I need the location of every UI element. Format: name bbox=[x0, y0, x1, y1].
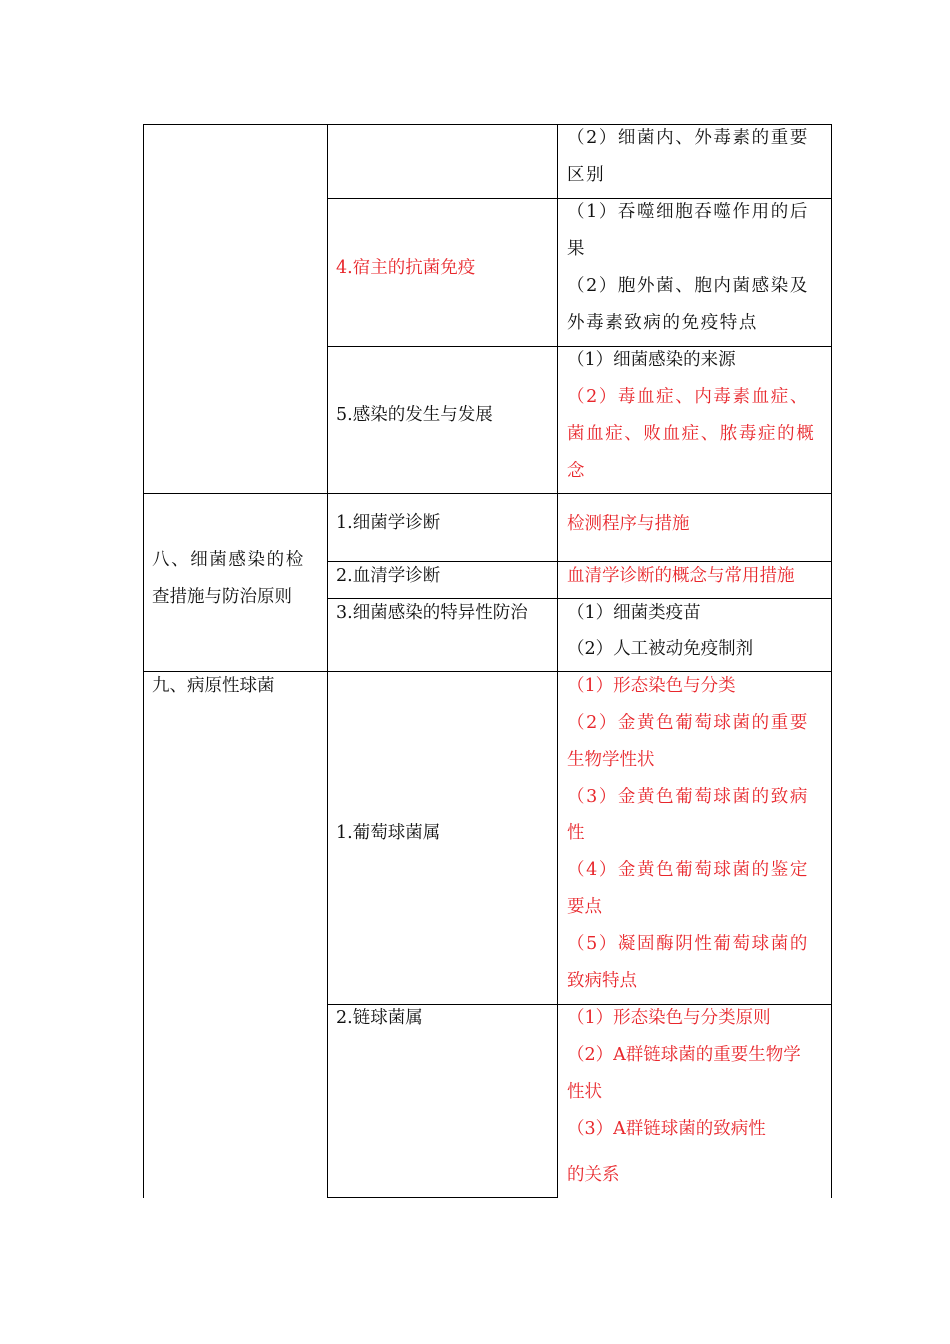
rule-sec8-1 bbox=[327, 561, 832, 562]
sec9-i1-c3-line8: （5）凝固酶阴性葡萄球菌的 bbox=[567, 934, 809, 954]
r1-c3-line2: 区别 bbox=[567, 165, 606, 185]
sec9-i2-c3-line3: 性状 bbox=[567, 1082, 602, 1102]
r3-c3-line4: 念 bbox=[567, 461, 585, 481]
rule-row-2 bbox=[327, 346, 832, 347]
r1-c3-line1: （2）细菌内、外毒素的重要 bbox=[567, 128, 809, 148]
sec9-i2-c3-line2: （2）A群链球菌的重要生物学 bbox=[567, 1045, 801, 1065]
r3-c3-line3: 菌血症、败血症、脓毒症的概 bbox=[567, 424, 816, 444]
sec9-i1-c3-line9: 致病特点 bbox=[567, 971, 637, 991]
rule-row-1 bbox=[327, 198, 832, 199]
rule-col-2 bbox=[557, 125, 558, 1198]
rule-sec8-top bbox=[143, 493, 832, 494]
r2-c3-line1: （1）吞噬细胞吞噬作用的后 bbox=[567, 202, 809, 222]
sec9-i1-c3-line1: （1）形态染色与分类 bbox=[567, 676, 736, 696]
rule-col-1 bbox=[327, 125, 328, 1198]
sec9-i1-c3-line6: （4）金黄色葡萄球菌的鉴定 bbox=[567, 860, 809, 880]
sec8-i1-c3: 检测程序与措施 bbox=[567, 514, 690, 534]
r2-c3-line4: 外毒素致病的免疫特点 bbox=[567, 313, 758, 333]
rule-sec9-bottom bbox=[327, 1197, 558, 1198]
sec9-i1-c3-line4: （3）金黄色葡萄球菌的致病 bbox=[567, 787, 809, 807]
r3-c2: 5.感染的发生与发展 bbox=[336, 405, 493, 425]
rule-top bbox=[143, 124, 832, 125]
rule-sec8-2 bbox=[327, 598, 832, 599]
sec9-title: 九、病原性球菌 bbox=[152, 676, 275, 696]
sec8-i2-c3: 血清学诊断的概念与常用措施 bbox=[567, 566, 795, 586]
sec8-i3-c3-line1: （1）细菌类疫苗 bbox=[567, 603, 701, 623]
rule-col-right bbox=[831, 125, 832, 1198]
sec8-i3-c2: 3.细菌感染的特异性防治 bbox=[336, 603, 528, 623]
sec8-i2-c2: 2.血清学诊断 bbox=[336, 566, 441, 586]
sec9-i2-c2: 2.链球菌属 bbox=[336, 1008, 423, 1028]
r2-c3-line3: （2）胞外菌、胞内菌感染及 bbox=[567, 276, 809, 296]
r2-c2: 4.宿主的抗菌免疫 bbox=[336, 258, 476, 278]
rule-col-left bbox=[143, 125, 144, 1198]
r3-c3-line1: （1）细菌感染的来源 bbox=[567, 350, 736, 370]
sec8-title-line1: 八、细菌感染的检 bbox=[152, 550, 305, 570]
sec8-i3-c3-line2: （2）人工被动免疫制剂 bbox=[567, 639, 754, 659]
sec9-i1-c3-line2: （2）金黄色葡萄球菌的重要 bbox=[567, 713, 809, 733]
sec9-i1-c3-line3: 生物学性状 bbox=[567, 750, 655, 770]
r3-c3-line2: （2）毒血症、内毒素血症、 bbox=[567, 387, 809, 407]
sec9-i2-c3-line4: （3）A群链球菌的致病性 bbox=[567, 1119, 766, 1139]
rule-sec9-top bbox=[143, 671, 832, 672]
sec8-i1-c2: 1.细菌学诊断 bbox=[336, 513, 441, 533]
sec9-i1-c2: 1.葡萄球菌属 bbox=[336, 823, 441, 843]
sec9-i1-c3-line7: 要点 bbox=[567, 897, 602, 917]
sec9-i1-c3-line5: 性 bbox=[567, 823, 585, 843]
rule-sec9-1 bbox=[327, 1004, 832, 1005]
sec9-i2-c3-line5: 的关系 bbox=[567, 1165, 620, 1185]
r2-c3-line2: 果 bbox=[567, 239, 587, 259]
sec9-i2-c3-line1: （1）形态染色与分类原则 bbox=[567, 1008, 771, 1028]
sec8-title-line2: 查措施与防治原则 bbox=[152, 587, 292, 607]
